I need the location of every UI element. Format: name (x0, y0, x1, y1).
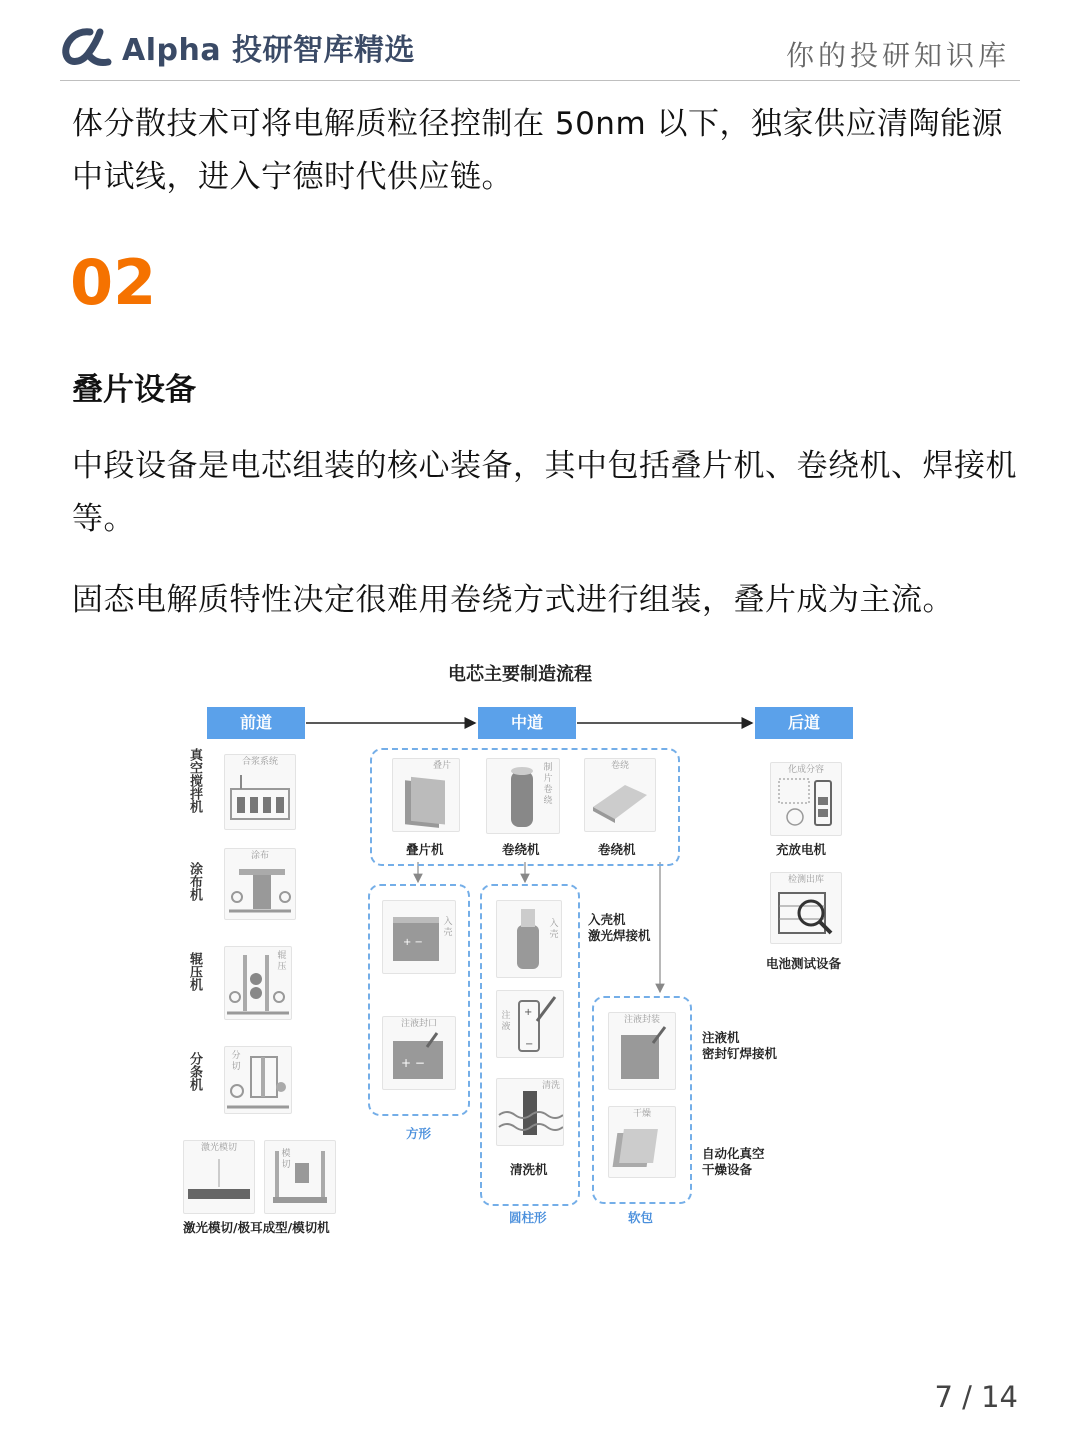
test-caption: 检测出库 (787, 875, 824, 885)
laser-weld-machine-label: 激光焊接机 (588, 928, 651, 943)
vacuum-dry-label-2: 干燥设备 (702, 1162, 753, 1177)
paragraph-1: 体分散技术可将电解质粒径控制在 50nm 以下，独家供应清陶能源中试线，进入宁德时代供应链。 (72, 106, 1003, 195)
charger-label: 充放电机 (776, 842, 827, 857)
brand-name: Alpha 投研智库精选 (122, 33, 416, 68)
label-slitter-text: 分条机 (187, 1052, 202, 1091)
coater-caption: 涂布 (250, 851, 269, 861)
stage-middle: 中道 (478, 707, 576, 739)
shell-machine-label: 入壳机 (588, 912, 626, 927)
laser-cutter-icon (183, 1140, 255, 1214)
label-vacuum-mixer-text: 真空搅拌机 (187, 748, 202, 813)
alpha-logo-icon (60, 24, 118, 70)
die-cutter-caption: 模切 (281, 1149, 291, 1170)
mixer-caption: 合浆系统 (241, 757, 278, 767)
slitter-icon (224, 1046, 292, 1114)
group-cylinder-label: 圆柱形 (509, 1210, 547, 1225)
label-coater-text: 涂布机 (187, 862, 202, 901)
roller-caption: 辊压 (277, 951, 287, 972)
cyl-inject-icon (496, 990, 564, 1058)
svg-text:+: + (524, 1007, 533, 1018)
flat-winding-icon (584, 758, 656, 832)
winding-machine-label-2: 卷绕机 (598, 842, 636, 857)
inject-machine-label: 注液机 (702, 1030, 740, 1045)
cyl-shell-caption: 入壳 (549, 919, 559, 940)
laser-cutter-caption: 激光模切 (200, 1143, 237, 1153)
label-slitter (186, 1052, 202, 1096)
label-roller (186, 952, 202, 996)
coater-icon (224, 848, 296, 920)
roller-icon (224, 946, 292, 1020)
cyl-shell-icon (496, 900, 562, 978)
stage-back: 后道 (755, 707, 853, 739)
formation-icon (770, 762, 842, 836)
square-shell-caption: 入壳 (443, 917, 453, 938)
label-coater (186, 862, 202, 906)
cyl-wash-caption: 清洗 (541, 1081, 560, 1091)
formation-caption: 化成分容 (787, 765, 824, 775)
group-square-label: 方形 (406, 1126, 432, 1141)
logo (60, 22, 415, 72)
stacking-machine-label: 叠片机 (406, 842, 444, 857)
svg-text:+ −: + − (401, 1056, 425, 1070)
diagram-title: 电芯主要制造流程 (448, 664, 592, 685)
cyl-inject-caption: 注液 (501, 1011, 511, 1032)
pouch-inject-icon (608, 1012, 676, 1090)
stacking-caption: 叠片 (432, 761, 451, 771)
section-number: 02 (70, 246, 157, 319)
seal-weld-machine-label: 密封钉焊接机 (702, 1046, 778, 1061)
winding-machine-label-1: 卷绕机 (502, 842, 540, 857)
pouch-inject-caption: 注液封装 (623, 1015, 660, 1025)
mixer-icon (224, 754, 296, 830)
section-heading: 叠片设备 (72, 372, 196, 408)
square-inject-caption: 注液封口 (400, 1019, 437, 1029)
cyl-wash-icon (496, 1078, 564, 1146)
header-tagline: 你的投研知识库 (785, 39, 1010, 72)
group-pouch-label: 软包 (628, 1210, 654, 1225)
square-inject-icon (382, 1016, 456, 1090)
slitter-caption: 分切 (231, 1051, 241, 1072)
page-indicator: 7 / 14 (934, 1380, 1018, 1414)
square-shell-icon (382, 900, 456, 974)
battery-tester-label: 电池测试设备 (766, 956, 842, 971)
paragraph-3: 固态电解质特性决定很难用卷绕方式进行组装，叠片成为主流。 (72, 582, 954, 618)
page-header (60, 22, 1020, 81)
stage-front: 前道 (207, 707, 305, 739)
cyl-winding-caption: 制片卷绕 (543, 763, 553, 806)
flat-winding-caption: 卷绕 (610, 761, 629, 771)
stacking-icon (392, 758, 460, 832)
pouch-dry-icon (608, 1106, 676, 1178)
wash-machine-label: 清洗机 (510, 1162, 548, 1177)
label-roller-text: 辊压机 (187, 952, 202, 991)
label-vacuum-mixer (186, 748, 202, 818)
vacuum-dry-label-1: 自动化真空 (702, 1146, 765, 1161)
manufacturing-flow-diagram (180, 650, 860, 1250)
laser-cutter-label: 激光模切/极耳成型/模切机 (183, 1220, 330, 1235)
paragraph-2: 中段设备是电芯组装的核心装备，其中包括叠片机、卷绕机、焊接机等。 (72, 448, 1017, 537)
die-cutter-icon (264, 1140, 336, 1214)
svg-text:−: − (525, 1039, 534, 1050)
cyl-winding-icon (486, 758, 560, 834)
pouch-dry-caption: 干燥 (632, 1109, 651, 1119)
test-icon (770, 872, 842, 944)
svg-text:+ −: + − (403, 937, 423, 948)
